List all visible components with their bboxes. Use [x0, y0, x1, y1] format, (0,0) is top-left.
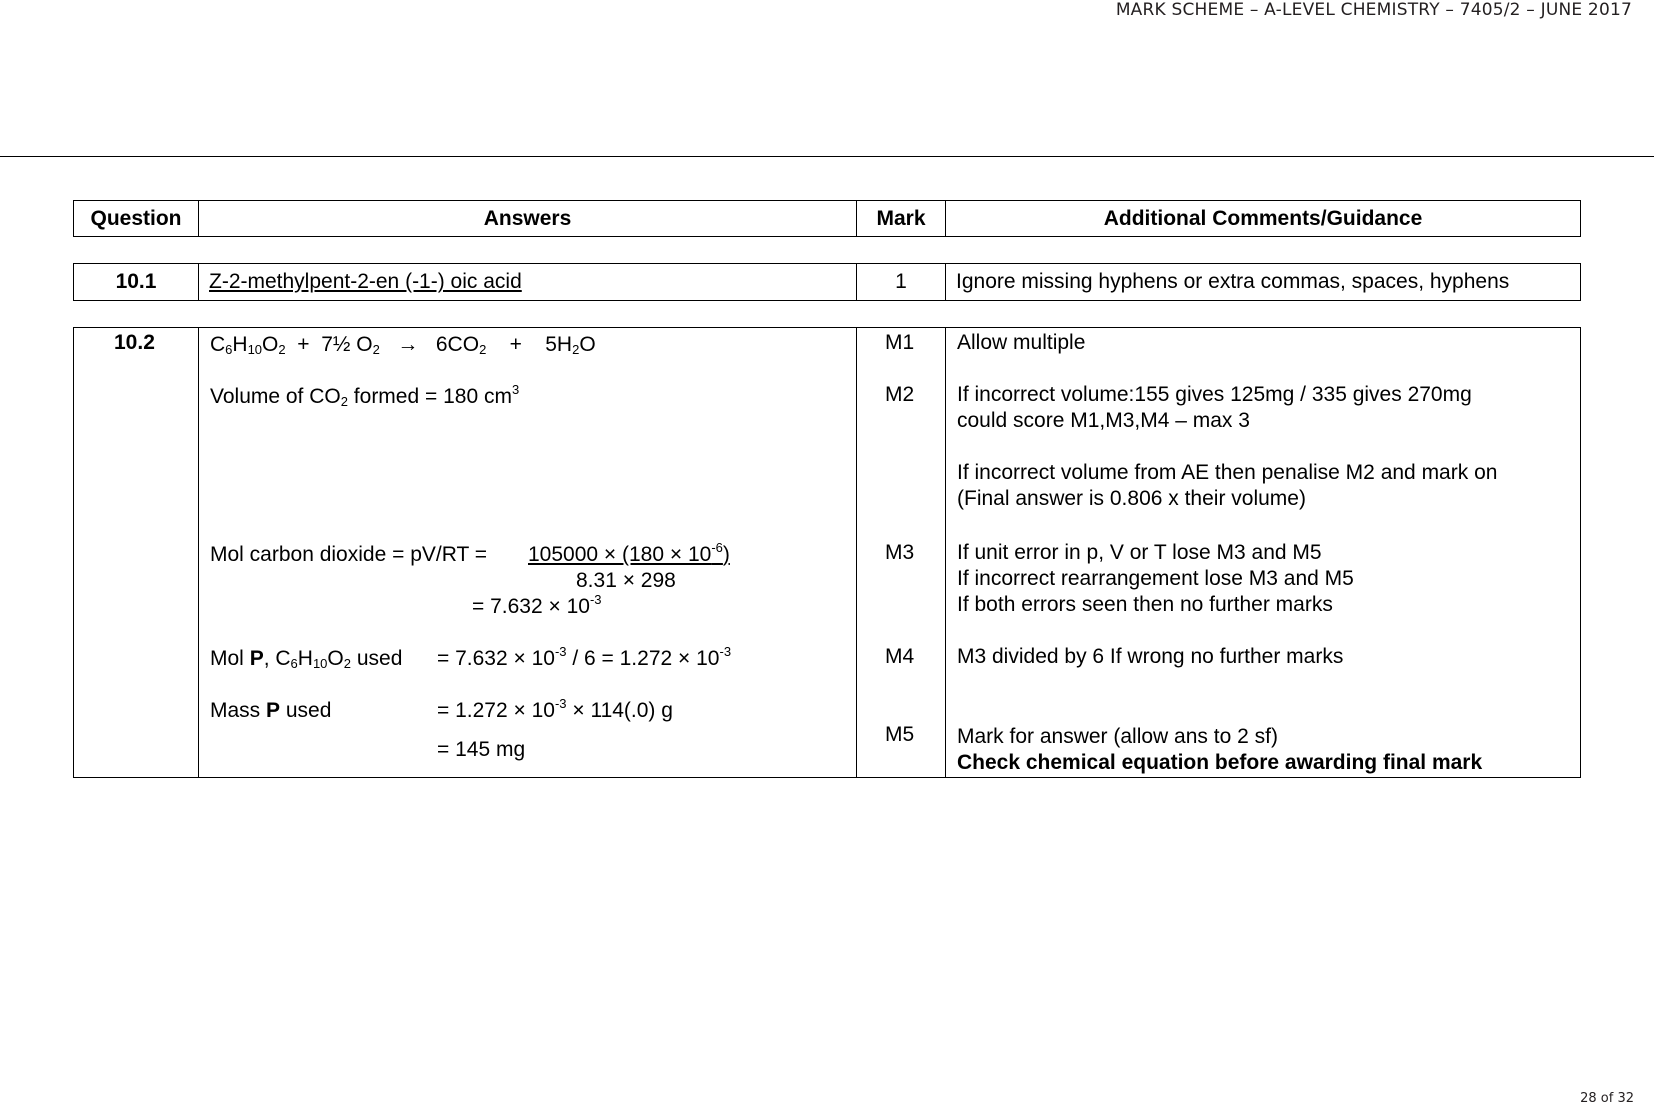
guidance-m2-line: If incorrect volume:155 gives 125mg / 335 gives 270mg — [957, 383, 1472, 406]
mark-m1: M1 — [885, 331, 915, 354]
mark-m4: M4 — [885, 645, 915, 668]
mol-co2-result: = $7.632 \times 10^{-3}$ — [472, 592, 602, 618]
mass-p-label: Mass P used — [210, 699, 332, 722]
mark-m5: M5 — [885, 723, 915, 746]
mol-co2-label: Mol carbon dioxide = pV/RT = — [210, 543, 488, 566]
table-row — [73, 263, 1581, 301]
header-guidance: Additional Comments/Guidance — [945, 201, 1580, 236]
guidance-cell — [945, 328, 1580, 777]
page-number: 28 of 32 — [1580, 1091, 1634, 1106]
question-number: 10.2 — [114, 331, 155, 354]
chemical-equation: $C_6H_{10}O_2$ + 7½ $O_2$ → $6CO_2$ + $5H_2O$ — [210, 333, 596, 357]
header-answers: Answers — [198, 201, 856, 236]
header-question: Question — [90, 206, 182, 230]
guidance-m3-line: If incorrect rearrangement lose M3 and M5 — [957, 567, 1354, 590]
page-header: MARK SCHEME – A-LEVEL CHEMISTRY – 7405/2 – JUNE 2017 — [1115, 0, 1632, 20]
volume-line: Volume of $CO_2$ formed = 180 $cm^3$ — [210, 382, 520, 409]
guidance-m2-line: (Final answer is 0.806 x their volume) — [957, 487, 1306, 510]
guidance-m3-line: If both errors seen then no further marks — [957, 593, 1333, 616]
header-rule — [0, 156, 1654, 157]
mol-co2-denominator: 8.31 × 298 — [576, 569, 676, 592]
table-row — [73, 327, 1581, 778]
mark-m3: M3 — [885, 541, 915, 564]
guidance-m2-line: could score M1,M3,M4 – max 3 — [957, 409, 1250, 432]
guidance-m3-line: If unit error in p, V or T lose M3 and M5 — [957, 541, 1322, 564]
answer-cell — [198, 264, 856, 300]
mol-p-calc: = $7.632 \times 10^{-3} / 6 = 1.272 \times 10^{-3}$ — [437, 644, 732, 670]
mark-cell: 1 — [856, 264, 945, 300]
guidance-m5-bold: Check chemical equation before awarding final mark — [957, 751, 1483, 774]
answer-text: Z-2-methylpent-2-en (-1-) oic acid — [209, 270, 522, 293]
guidance-m4: M3 divided by 6 If wrong no further marks — [957, 645, 1344, 668]
question-number: 10.1 — [115, 270, 157, 293]
question-cell — [74, 328, 198, 777]
header-mark: Mark — [856, 201, 945, 236]
guidance-cell: Ignore missing hyphens or extra commas, spaces, hyphens — [945, 264, 1580, 300]
mol-p-label: Mol P, $C_6H_{10}O_2$ used — [210, 647, 403, 671]
mass-p-calc: = $1.272 \times 10^{-3} \times 114(.0)$ g — [437, 696, 673, 722]
guidance-m1: Allow multiple — [957, 331, 1086, 354]
mass-p-final: = 145 mg — [437, 738, 526, 761]
guidance-m5-line: Mark for answer (allow ans to 2 sf) — [957, 725, 1278, 748]
mark-cell — [856, 328, 945, 777]
mark-m2: M2 — [885, 383, 915, 406]
guidance-m2-line: If incorrect volume from AE then penalise M2 and mark on — [957, 461, 1498, 484]
table-header-row — [73, 200, 1581, 237]
answer-cell — [198, 328, 856, 777]
mol-co2-numerator: $105000 \times (180 \times 10^{-6})$ — [528, 540, 730, 566]
